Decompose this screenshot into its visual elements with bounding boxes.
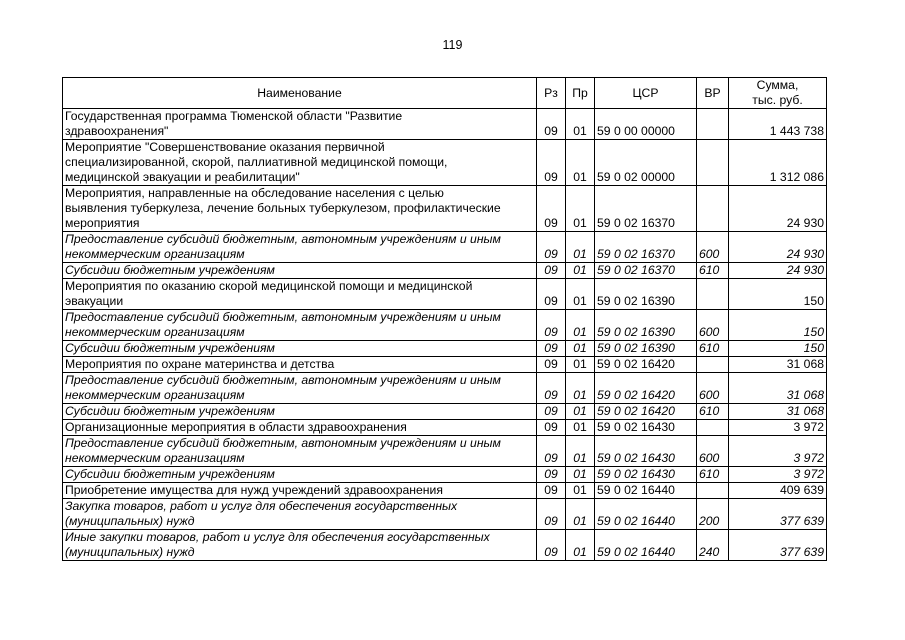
cell-name-line: медицинской эвакуации и реабилитации"	[65, 170, 300, 184]
cell-sum: 31 068	[729, 373, 827, 404]
cell-name	[63, 232, 537, 263]
cell-csr: 59 0 02 16430	[595, 420, 697, 436]
cell-name	[63, 341, 537, 357]
cell-csr: 59 0 02 16430	[595, 467, 697, 483]
cell-sum: 377 639	[729, 499, 827, 530]
table-row	[63, 483, 827, 499]
cell-sum: 31 068	[729, 404, 827, 420]
cell-name-line: Предоставление субсидий бюджетным, автономным учреждениям и иным	[65, 373, 501, 387]
cell-name-line: некоммерческим организациям	[65, 325, 245, 339]
cell-name-line: Предоставление субсидий бюджетным, автономным учреждениям и иным	[65, 232, 501, 246]
cell-vr	[697, 109, 729, 140]
table-row	[63, 467, 827, 483]
cell-csr: 59 0 02 16430	[595, 436, 697, 467]
table-header	[63, 78, 827, 109]
cell-name-line: Иные закупки товаров, работ и услуг для обеспечения государственных	[65, 530, 490, 544]
cell-sum: 377 639	[729, 530, 827, 561]
cell-vr: 610	[697, 341, 729, 357]
cell-pr: 01	[566, 232, 595, 263]
cell-csr: 59 0 00 00000	[595, 109, 697, 140]
table-row	[63, 499, 827, 530]
cell-name	[63, 373, 537, 404]
cell-name	[63, 140, 537, 186]
cell-name	[63, 279, 537, 310]
cell-vr	[697, 140, 729, 186]
cell-pr: 01	[566, 186, 595, 232]
cell-vr	[697, 483, 729, 499]
cell-name-line: Мероприятия по оказанию скорой медицинской помощи и медицинской	[65, 279, 473, 293]
header-name: Наименование	[63, 78, 537, 109]
cell-vr: 610	[697, 467, 729, 483]
table-row	[63, 186, 827, 232]
cell-name	[63, 467, 537, 483]
cell-rz: 09	[537, 467, 566, 483]
cell-vr	[697, 186, 729, 232]
cell-name-line: Государственная программа Тюменской области "Развитие	[65, 109, 403, 123]
cell-name-line: Мероприятия по охране материнства и детства	[65, 357, 335, 371]
cell-vr: 610	[697, 404, 729, 420]
cell-pr: 01	[566, 341, 595, 357]
cell-sum: 150	[729, 310, 827, 341]
cell-rz: 09	[537, 357, 566, 373]
header-rz: Рз	[537, 78, 566, 109]
cell-csr: 59 0 02 16370	[595, 186, 697, 232]
cell-vr: 600	[697, 310, 729, 341]
cell-name-line: Субсидии бюджетным учреждениям	[65, 263, 275, 277]
cell-vr: 240	[697, 530, 729, 561]
cell-name-line: Мероприятия, направленные на обследование населения с целью	[65, 186, 444, 200]
cell-pr: 01	[566, 373, 595, 404]
cell-pr: 01	[566, 310, 595, 341]
cell-vr	[697, 279, 729, 310]
table-body	[63, 109, 827, 561]
table-row	[63, 341, 827, 357]
cell-name	[63, 109, 537, 140]
cell-name	[63, 436, 537, 467]
cell-name	[63, 530, 537, 561]
cell-csr: 59 0 02 16440	[595, 499, 697, 530]
table-row	[63, 404, 827, 420]
table-row	[63, 140, 827, 186]
cell-name	[63, 263, 537, 279]
cell-csr: 59 0 02 16420	[595, 404, 697, 420]
cell-name	[63, 404, 537, 420]
cell-name-line: Мероприятие "Совершенствование оказания первичной	[65, 140, 385, 154]
cell-vr: 600	[697, 436, 729, 467]
cell-name-line: некоммерческим организациям	[65, 388, 245, 402]
cell-name-line: Субсидии бюджетным учреждениям	[65, 467, 275, 481]
header-sum	[729, 78, 827, 109]
table-row	[63, 232, 827, 263]
cell-name-line: специализированной, скорой, паллиативной медицинской помощи,	[65, 155, 448, 169]
cell-csr: 59 0 02 16370	[595, 263, 697, 279]
cell-csr: 59 0 02 16390	[595, 279, 697, 310]
cell-csr: 59 0 02 16420	[595, 373, 697, 404]
cell-name-line: Приобретение имущества для нужд учреждений здравоохранения	[65, 483, 443, 497]
header-sum-line2: тыс. руб.	[752, 93, 803, 107]
cell-csr: 59 0 02 16440	[595, 530, 697, 561]
cell-csr: 59 0 02 16390	[595, 341, 697, 357]
cell-rz: 09	[537, 310, 566, 341]
cell-vr: 610	[697, 263, 729, 279]
table-row	[63, 109, 827, 140]
cell-csr: 59 0 02 16390	[595, 310, 697, 341]
cell-pr: 01	[566, 530, 595, 561]
table-row	[63, 373, 827, 404]
cell-sum: 150	[729, 279, 827, 310]
cell-rz: 09	[537, 483, 566, 499]
cell-name	[63, 186, 537, 232]
cell-vr: 600	[697, 232, 729, 263]
cell-sum: 1 312 086	[729, 140, 827, 186]
cell-pr: 01	[566, 420, 595, 436]
cell-name	[63, 499, 537, 530]
cell-sum: 24 930	[729, 263, 827, 279]
cell-rz: 09	[537, 341, 566, 357]
cell-sum: 3 972	[729, 467, 827, 483]
cell-pr: 01	[566, 109, 595, 140]
header-pr: Пр	[566, 78, 595, 109]
table-row	[63, 530, 827, 561]
cell-name	[63, 310, 537, 341]
cell-name-line: выявления туберкулеза, лечение больных туберкулезом, профилактические	[65, 201, 501, 215]
cell-pr: 01	[566, 357, 595, 373]
cell-sum: 24 930	[729, 232, 827, 263]
cell-rz: 09	[537, 530, 566, 561]
header-sum-line1: Сумма,	[756, 78, 799, 92]
cell-name-line: Субсидии бюджетным учреждениям	[65, 404, 275, 418]
cell-name-line: эвакуации	[65, 294, 124, 308]
cell-csr: 59 0 02 16440	[595, 483, 697, 499]
table-row	[63, 436, 827, 467]
cell-sum: 150	[729, 341, 827, 357]
header-vr: ВР	[697, 78, 729, 109]
header-csr: ЦСР	[595, 78, 697, 109]
table-row	[63, 263, 827, 279]
cell-sum: 409 639	[729, 483, 827, 499]
cell-pr: 01	[566, 263, 595, 279]
cell-rz: 09	[537, 109, 566, 140]
table-row	[63, 357, 827, 373]
cell-pr: 01	[566, 140, 595, 186]
cell-rz: 09	[537, 232, 566, 263]
cell-rz: 09	[537, 186, 566, 232]
cell-name-line: Предоставление субсидий бюджетным, автономным учреждениям и иным	[65, 436, 501, 450]
cell-pr: 01	[566, 467, 595, 483]
budget-table	[62, 77, 827, 561]
cell-vr: 200	[697, 499, 729, 530]
cell-rz: 09	[537, 263, 566, 279]
cell-csr: 59 0 02 16370	[595, 232, 697, 263]
page-number: 119	[442, 38, 463, 52]
cell-pr: 01	[566, 279, 595, 310]
cell-name	[63, 483, 537, 499]
cell-name	[63, 357, 537, 373]
cell-name-line: некоммерческим организациям	[65, 451, 245, 465]
cell-csr: 59 0 02 16420	[595, 357, 697, 373]
cell-name-line: Субсидии бюджетным учреждениям	[65, 341, 275, 355]
cell-name-line: мероприятия	[65, 216, 140, 230]
cell-rz: 09	[537, 404, 566, 420]
cell-pr: 01	[566, 404, 595, 420]
cell-name-line: Закупка товаров, работ и услуг для обеспечения государственных	[65, 499, 458, 513]
table-row	[63, 420, 827, 436]
cell-name-line: (муниципальных) нужд	[65, 514, 195, 528]
cell-vr	[697, 357, 729, 373]
cell-name-line: здравоохранения"	[65, 124, 169, 138]
cell-csr: 59 0 02 00000	[595, 140, 697, 186]
cell-sum: 3 972	[729, 436, 827, 467]
cell-rz: 09	[537, 373, 566, 404]
cell-pr: 01	[566, 483, 595, 499]
cell-rz: 09	[537, 279, 566, 310]
table-row	[63, 279, 827, 310]
cell-name	[63, 420, 537, 436]
cell-sum: 24 930	[729, 186, 827, 232]
cell-name-line: некоммерческим организациям	[65, 247, 245, 261]
cell-rz: 09	[537, 140, 566, 186]
cell-vr: 600	[697, 373, 729, 404]
cell-name-line: Предоставление субсидий бюджетным, автономным учреждениям и иным	[65, 310, 501, 324]
cell-rz: 09	[537, 436, 566, 467]
cell-vr	[697, 420, 729, 436]
cell-sum: 3 972	[729, 420, 827, 436]
cell-pr: 01	[566, 436, 595, 467]
cell-rz: 09	[537, 420, 566, 436]
cell-name-line: (муниципальных) нужд	[65, 545, 195, 559]
table-row	[63, 310, 827, 341]
cell-name-line: Организационные мероприятия в области здравоохранения	[65, 420, 407, 434]
cell-sum: 31 068	[729, 357, 827, 373]
cell-rz: 09	[537, 499, 566, 530]
cell-sum: 1 443 738	[729, 109, 827, 140]
cell-pr: 01	[566, 499, 595, 530]
